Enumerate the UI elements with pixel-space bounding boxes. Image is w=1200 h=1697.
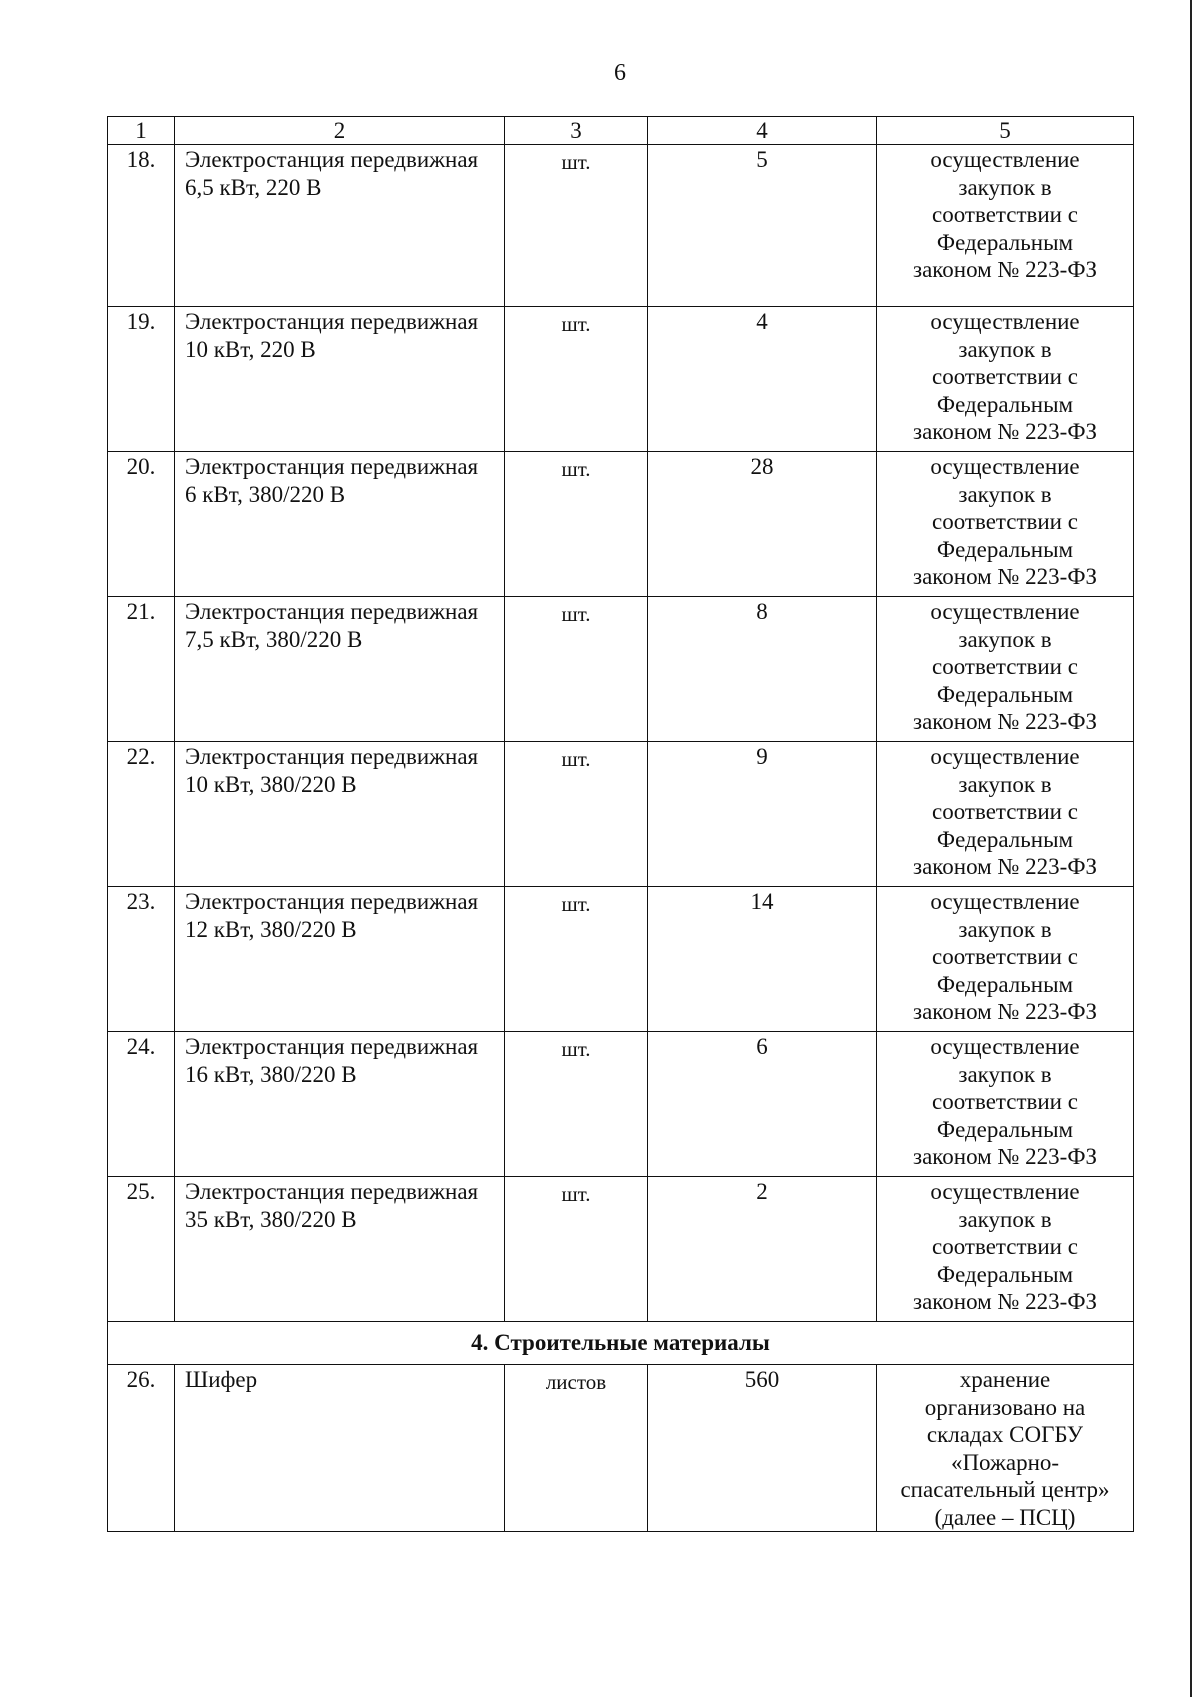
note-line: законом № 223-ФЗ (912, 854, 1098, 879)
unit-of-measure: шт. (505, 307, 648, 452)
procurement-note (877, 742, 1134, 887)
quantity: 4 (648, 307, 877, 452)
unit-of-measure: шт. (505, 1177, 648, 1322)
item-name-line: Электростанция передвижная (185, 454, 479, 479)
item-name-line: 10 кВт, 220 В (185, 336, 316, 362)
item-name (175, 452, 505, 597)
note-line: соответствии с (932, 364, 1078, 389)
column-number: 3 (505, 117, 648, 145)
column-number: 4 (648, 117, 877, 145)
note-line: Федеральным (936, 971, 1074, 997)
unit-of-measure: шт. (505, 1032, 648, 1177)
note-line: осуществление (930, 147, 1080, 172)
unit-of-measure: шт. (505, 597, 648, 742)
note-line: соответствии с (932, 799, 1078, 824)
row-number: 22. (108, 742, 175, 887)
table-row (108, 452, 1134, 597)
note-line: спасательный центр» (900, 1477, 1110, 1502)
note-line: Федеральным (936, 536, 1074, 562)
item-name-line: 7,5 кВт, 380/220 В (185, 626, 363, 652)
quantity: 9 (648, 742, 877, 887)
note-line: хранение (959, 1367, 1051, 1392)
item-name-line: 6,5 кВт, 220 В (185, 174, 322, 200)
note-line: закупок в (958, 174, 1052, 200)
column-number: 5 (877, 117, 1134, 145)
procurement-note (877, 307, 1134, 452)
note-line: закупок в (958, 481, 1052, 507)
note-line: законом № 223-ФЗ (912, 1144, 1098, 1169)
quantity: 8 (648, 597, 877, 742)
note-line: осуществление (930, 309, 1080, 334)
unit-of-measure: шт. (505, 887, 648, 1032)
row-number: 21. (108, 597, 175, 742)
note-line: (далее – ПСЦ) (934, 1504, 1076, 1530)
item-name-line: Электростанция передвижная (185, 309, 479, 334)
note-line: «Пожарно- (950, 1449, 1060, 1475)
procurement-note (877, 452, 1134, 597)
note-line: соответствии с (932, 944, 1078, 969)
item-name-line: 10 кВт, 380/220 В (185, 771, 357, 797)
section-title: 4. Строительные материалы (108, 1322, 1134, 1365)
item-name-line: Электростанция передвижная (185, 744, 479, 769)
note-line: соответствии с (932, 1234, 1078, 1259)
row-number: 24. (108, 1032, 175, 1177)
table-row (108, 597, 1134, 742)
section-row (108, 1322, 1134, 1365)
table-row (108, 1032, 1134, 1177)
item-name (175, 1177, 505, 1322)
table-row (108, 887, 1134, 1032)
item-name (175, 742, 505, 887)
note-line: осуществление (930, 889, 1080, 914)
procurement-note (877, 1032, 1134, 1177)
item-name-line: Электростанция передвижная (185, 1034, 479, 1059)
item-name-line: Электростанция передвижная (185, 889, 479, 914)
note-line: соответствии с (932, 1089, 1078, 1114)
item-name-line: Электростанция передвижная (185, 1179, 479, 1204)
note-line: соответствии с (932, 202, 1078, 227)
item-name (175, 1032, 505, 1177)
quantity: 2 (648, 1177, 877, 1322)
quantity: 560 (648, 1365, 877, 1532)
quantity: 28 (648, 452, 877, 597)
row-number: 20. (108, 452, 175, 597)
note-line: Федеральным (936, 229, 1074, 255)
procurement-note (877, 887, 1134, 1032)
procurement-note (877, 145, 1134, 307)
item-name-line: Электростанция передвижная (185, 599, 479, 624)
note-line: закупок в (958, 916, 1052, 942)
note-line: соответствии с (932, 509, 1078, 534)
row-number: 19. (108, 307, 175, 452)
note-line: осуществление (930, 1034, 1080, 1059)
note-line: закупок в (958, 771, 1052, 797)
table-row (108, 742, 1134, 887)
note-line: законом № 223-ФЗ (912, 999, 1098, 1024)
note-line: складах СОГБУ (926, 1422, 1084, 1447)
table-row (108, 1177, 1134, 1322)
item-name (175, 145, 505, 307)
procurement-note (877, 1177, 1134, 1322)
note-line: закупок в (958, 1206, 1052, 1232)
note-line: осуществление (930, 1179, 1080, 1204)
note-line: Федеральным (936, 681, 1074, 707)
procurement-note (877, 597, 1134, 742)
item-name-line: 35 кВт, 380/220 В (185, 1206, 357, 1232)
note-line: осуществление (930, 744, 1080, 769)
note-line: Федеральным (936, 391, 1074, 417)
note-line: законом № 223-ФЗ (912, 419, 1098, 444)
row-number: 18. (108, 145, 175, 307)
item-name-line: 16 кВт, 380/220 В (185, 1061, 357, 1087)
note-line: Федеральным (936, 1116, 1074, 1142)
note-line: осуществление (930, 599, 1080, 624)
table-row (108, 145, 1134, 307)
unit-of-measure: листов (505, 1365, 648, 1532)
column-number-row (108, 117, 1134, 145)
note-line: Федеральным (936, 1261, 1074, 1287)
quantity: 14 (648, 887, 877, 1032)
note-line: закупок в (958, 626, 1052, 652)
note-line: законом № 223-ФЗ (912, 709, 1098, 734)
note-line: осуществление (930, 454, 1080, 479)
table-row (108, 307, 1134, 452)
item-name (175, 887, 505, 1032)
procurement-note (877, 1365, 1134, 1532)
row-number: 25. (108, 1177, 175, 1322)
page-number: 6 (614, 60, 626, 86)
unit-of-measure: шт. (505, 742, 648, 887)
item-name-line: Электростанция передвижная (185, 147, 479, 172)
note-line: законом № 223-ФЗ (912, 564, 1098, 589)
note-line: соответствии с (932, 654, 1078, 679)
item-name (175, 1365, 505, 1532)
table-row (108, 1365, 1134, 1532)
note-line: законом № 223-ФЗ (912, 1289, 1098, 1314)
quantity: 5 (648, 145, 877, 307)
note-line: законом № 223-ФЗ (912, 257, 1098, 282)
item-name-line: 6 кВт, 380/220 В (185, 481, 346, 507)
table-body (108, 117, 1134, 1532)
quantity: 6 (648, 1032, 877, 1177)
note-line: Федеральным (936, 826, 1074, 852)
row-number: 26. (108, 1365, 175, 1532)
unit-of-measure: шт. (505, 145, 648, 307)
note-line: закупок в (958, 336, 1052, 362)
column-number: 2 (175, 117, 505, 145)
item-name-line: 12 кВт, 380/220 В (185, 916, 357, 942)
unit-of-measure: шт. (505, 452, 648, 597)
row-number: 23. (108, 887, 175, 1032)
note-line: закупок в (958, 1061, 1052, 1087)
column-number: 1 (108, 117, 175, 145)
item-name (175, 307, 505, 452)
item-name-line: Шифер (185, 1367, 258, 1392)
item-name (175, 597, 505, 742)
note-line: организовано на (924, 1394, 1086, 1420)
scan-edge-line (1190, 0, 1192, 1697)
inventory-table (107, 116, 1134, 1532)
